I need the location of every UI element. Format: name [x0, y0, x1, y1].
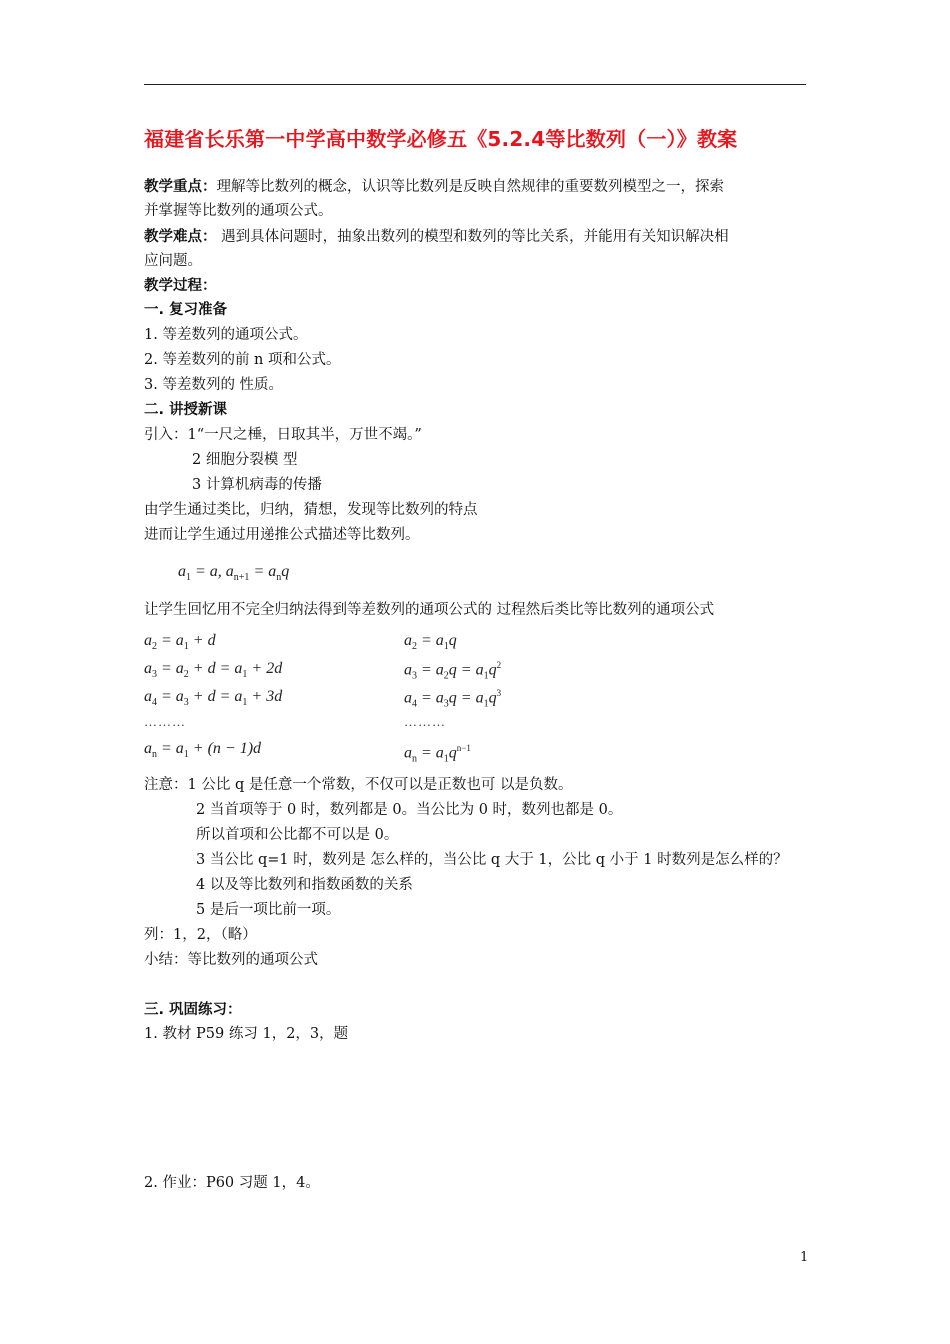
exercise-item-2: 2. 作业：P60 习题 1，4。	[144, 1175, 320, 1191]
note-1: 注意：1 公比 q 是任意一个常数，不仅可以是正数也可 以是负数。	[144, 777, 573, 793]
arith-formula-n: $a_n = a_1 + (n - 1)d$	[144, 740, 262, 761]
example-line: 列：1，2，（略）	[144, 927, 257, 943]
geo-ellipsis: ………	[404, 714, 446, 729]
review-item-3: 3. 等差数列的 性质。	[144, 377, 284, 393]
difficulty-line-1	[144, 227, 729, 247]
focus-text-2: 并掌握等比数列的通项公式。	[144, 203, 333, 219]
paragraph-recursive: 进而让学生通过用递推公式描述等比数列。	[144, 527, 420, 543]
arith-formula-2: $a_2 = a_1 + d$	[144, 632, 216, 653]
note-3: 所以首项和公比都不可以是 0。	[196, 827, 399, 843]
geo-formula-n: $a_n = a_1q^{n-1}$	[404, 743, 471, 765]
process-heading: 教学过程：	[144, 278, 217, 294]
note-5: 4 以及等比数列和指数函数的关系	[196, 877, 413, 893]
geo-formula-3: $a_3 = a_2q = a_1q^2$	[404, 660, 502, 682]
note-4: 3 当公比 q=1 时，数列是 怎么样的，当公比 q 大于 1，公比 q 小于 1 时数列是怎么样的？	[196, 852, 788, 868]
focus-label: 教学重点：	[144, 179, 217, 195]
header-rule	[144, 84, 806, 85]
note-2: 2 当首项等于 0 时，数列都是 0。当公比为 0 时，数列也都是 0。	[196, 802, 623, 818]
arith-formula-4: $a_4 = a_3 + d = a_1 + 3d$	[144, 688, 283, 709]
arith-ellipsis: ………	[144, 714, 186, 729]
document-title: 福建省长乐第一中学高中数学必修五《5.2.4等比数列（一）》教案	[144, 127, 738, 151]
section3-heading: 三. 巩固练习：	[144, 1002, 242, 1018]
review-item-1: 1. 等差数列的通项公式。	[144, 327, 308, 343]
intro-line-2: 2 细胞分裂模 型	[192, 452, 298, 468]
focus-text-1: 理解等比数列的概念，认识等比数列是反映自然规律的重要数列模型之一，探索	[216, 179, 724, 195]
note-6: 5 是后一项比前一项。	[196, 902, 341, 918]
intro-line-3: 3 计算机病毒的传播	[192, 477, 322, 493]
exercise-item-1: 1. 教材 P59 练习 1，2，3，题	[144, 1026, 349, 1042]
arith-formula-3: $a_3 = a_2 + d = a_1 + 2d$	[144, 660, 283, 681]
section1-heading: 一. 复习准备	[144, 302, 228, 318]
focus-line-1	[144, 177, 724, 197]
difficulty-text-2: 应问题。	[144, 253, 202, 269]
geo-formula-2: $a_2 = a_1q$	[404, 632, 457, 653]
paragraph-induction: 让学生回忆用不完全归纳法得到等差数列的通项公式的 过程然后类比等比数列的通项公式	[144, 602, 715, 618]
recursive-formula: $a_1 = a$, $a_{n+1} = a_nq$	[178, 563, 290, 584]
section2-heading: 二. 讲授新课	[144, 402, 228, 418]
geo-formula-4: $a_4 = a_3q = a_1q^3$	[404, 688, 502, 710]
page-number: 1	[800, 1250, 809, 1265]
intro-line-1: 引入：1“一尺之棰，日取其半，万世不竭。”	[144, 427, 422, 443]
summary-line: 小结：等比数列的通项公式	[144, 952, 318, 968]
paragraph-analogy: 由学生通过类比，归纳，猜想，发现等比数列的特点	[144, 502, 478, 518]
review-item-2: 2. 等差数列的前 n 项和公式。	[144, 352, 341, 368]
difficulty-text-1: 遇到具体问题时，抽象出数列的模型和数列的等比关系，并能用有关知识解决相	[216, 229, 729, 245]
difficulty-label: 教学难点：	[144, 229, 217, 245]
